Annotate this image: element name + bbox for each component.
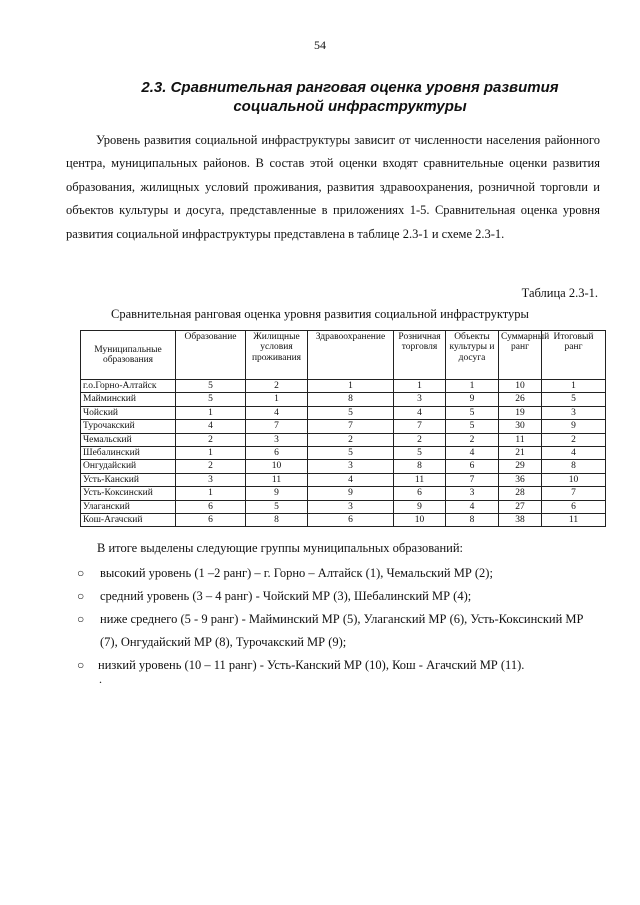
cell-value: 5	[394, 447, 446, 460]
group-item-high	[0, 562, 640, 585]
cell-municipality: Турочакский	[81, 420, 176, 433]
cell-value: 8	[394, 460, 446, 473]
intro-paragraph: Уровень развития социальной инфраструктуры зависит от численности населения районного центра, муниципальных районов. В состав этой оценки входят сравнительные оценки развития образования, жилищных условий проживания, развития здравоохранения, розничной торговли и объектов культуры и досуга, представленные в приложениях 1-5. Сравнительная оценка уровня развития социальной инфраструктуры представлена в таблице 2.3-1 и схеме 2.3-1.	[66, 133, 600, 241]
cell-municipality: Кош-Агачский	[81, 514, 176, 527]
header-housing: Жилищные условия проживания	[246, 331, 308, 380]
cell-value: 11	[246, 473, 308, 486]
cell-value: 19	[499, 406, 542, 419]
cell-municipality: Онгудайский	[81, 460, 176, 473]
table-row	[81, 500, 606, 513]
cell-value: 4	[542, 447, 606, 460]
cell-municipality: Чойский	[81, 406, 176, 419]
cell-value: 2	[308, 433, 394, 446]
cell-value: 29	[499, 460, 542, 473]
cell-value: 7	[246, 420, 308, 433]
bullet-icon: ○	[77, 566, 85, 580]
cell-value: 7	[446, 473, 499, 486]
table-label: Таблица 2.3-1.	[521, 286, 598, 300]
section-title-line-1: 2.3. Сравнительная ранговая оценка уровня развития	[141, 79, 559, 96]
cell-value: 3	[246, 433, 308, 446]
table-row	[81, 514, 606, 527]
trailing-dot: .	[99, 672, 102, 686]
cell-value: 10	[246, 460, 308, 473]
cell-value: 6	[246, 447, 308, 460]
cell-value: 1	[176, 406, 246, 419]
cell-value: 4	[446, 447, 499, 460]
cell-value: 9	[542, 420, 606, 433]
header-education: Образование	[176, 331, 246, 380]
header-retail: Розничная торговля	[394, 331, 446, 380]
cell-value: 6	[394, 487, 446, 500]
groups-intro: В итоге выделены следующие группы муниципальных образований:	[97, 541, 464, 555]
section-title-line-2: социальной инфраструктуры	[233, 98, 467, 115]
ranking-table	[80, 330, 606, 527]
cell-value: 8	[308, 393, 394, 406]
cell-value: 4	[246, 406, 308, 419]
cell-value: 10	[394, 514, 446, 527]
cell-value: 2	[176, 460, 246, 473]
cell-value: 3	[542, 406, 606, 419]
cell-value: 3	[308, 500, 394, 513]
group-text: средний уровень (3 – 4 ранг) - Чойский МР (3), Шебалинский МР (4);	[100, 589, 472, 603]
cell-value: 1	[176, 447, 246, 460]
groups-list	[0, 562, 640, 677]
cell-value: 9	[394, 500, 446, 513]
header-culture: Объекты культуры и досуга	[446, 331, 499, 380]
table-row	[81, 460, 606, 473]
cell-municipality: Майминский	[81, 393, 176, 406]
cell-value: 1	[246, 393, 308, 406]
cell-value: 5	[176, 393, 246, 406]
cell-value: 4	[394, 406, 446, 419]
header-municipality: Муниципальные образования	[81, 331, 176, 380]
cell-value: 27	[499, 500, 542, 513]
cell-value: 6	[446, 460, 499, 473]
table-header-row	[81, 331, 606, 380]
header-healthcare: Здравоохранение	[308, 331, 394, 380]
bullet-icon: ○	[77, 612, 85, 626]
cell-value: 38	[499, 514, 542, 527]
cell-value: 9	[446, 393, 499, 406]
bullet-icon: ○	[77, 658, 85, 672]
table-row	[81, 380, 606, 393]
cell-value: 5	[446, 406, 499, 419]
table-row	[81, 393, 606, 406]
cell-value: 5	[176, 380, 246, 393]
cell-value: 2	[246, 380, 308, 393]
cell-value: 21	[499, 447, 542, 460]
bullet-icon: ○	[77, 589, 85, 603]
table-row	[81, 420, 606, 433]
section-title	[120, 78, 580, 116]
cell-value: 8	[542, 460, 606, 473]
cell-value: 9	[246, 487, 308, 500]
table-caption: Сравнительная ранговая оценка уровня развития социальной инфраструктуры	[111, 307, 529, 321]
cell-municipality: Усть-Канский	[81, 473, 176, 486]
group-item-below-medium	[0, 608, 640, 654]
cell-value: 1	[394, 380, 446, 393]
cell-municipality: г.о.Горно-Алтайск	[81, 380, 176, 393]
cell-value: 8	[446, 514, 499, 527]
cell-value: 26	[499, 393, 542, 406]
cell-value: 2	[176, 433, 246, 446]
cell-municipality: Усть-Коксинский	[81, 487, 176, 500]
header-final-rank: Итоговый ранг	[542, 331, 606, 380]
cell-value: 36	[499, 473, 542, 486]
cell-value: 6	[176, 500, 246, 513]
cell-value: 10	[542, 473, 606, 486]
table-row	[81, 487, 606, 500]
cell-value: 2	[394, 433, 446, 446]
cell-value: 5	[308, 447, 394, 460]
cell-municipality: Шебалинский	[81, 447, 176, 460]
page-number: 54	[314, 38, 326, 52]
cell-value: 4	[446, 500, 499, 513]
table-row	[81, 473, 606, 486]
cell-value: 8	[246, 514, 308, 527]
cell-value: 4	[308, 473, 394, 486]
table-row	[81, 433, 606, 446]
cell-value: 28	[499, 487, 542, 500]
cell-value: 9	[308, 487, 394, 500]
cell-value: 4	[176, 420, 246, 433]
cell-value: 1	[176, 487, 246, 500]
cell-municipality: Улаганский	[81, 500, 176, 513]
cell-value: 7	[394, 420, 446, 433]
group-text: высокий уровень (1 –2 ранг) – г. Горно – Алтайск (1), Чемальский МР (2);	[100, 566, 493, 580]
cell-value: 10	[499, 380, 542, 393]
group-text: низкий уровень (10 – 11 ранг) - Усть-Канский МР (10), Кош - Агачский МР (11).	[98, 658, 525, 672]
cell-value: 5	[246, 500, 308, 513]
cell-value: 7	[542, 487, 606, 500]
cell-value: 7	[308, 420, 394, 433]
cell-value: 30	[499, 420, 542, 433]
cell-value: 11	[394, 473, 446, 486]
cell-value: 2	[542, 433, 606, 446]
cell-value: 6	[176, 514, 246, 527]
cell-value: 1	[308, 380, 394, 393]
cell-value: 6	[308, 514, 394, 527]
cell-value: 3	[308, 460, 394, 473]
cell-value: 3	[394, 393, 446, 406]
cell-municipality: Чемальский	[81, 433, 176, 446]
cell-value: 11	[542, 514, 606, 527]
group-text: ниже среднего (5 - 9 ранг) - Майминский МР (5), Улаганский МР (6), Усть-Коксинский МР (7), Онгудайский МР (8), Турочакский МР (9);	[100, 612, 584, 649]
group-item-low	[0, 654, 640, 677]
cell-value: 1	[446, 380, 499, 393]
table-row	[81, 447, 606, 460]
cell-value: 5	[308, 406, 394, 419]
header-total-rank: Суммарный ранг	[499, 331, 542, 380]
cell-value: 5	[542, 393, 606, 406]
cell-value: 11	[499, 433, 542, 446]
cell-value: 5	[446, 420, 499, 433]
cell-value: 1	[542, 380, 606, 393]
cell-value: 6	[542, 500, 606, 513]
cell-value: 2	[446, 433, 499, 446]
group-item-medium	[0, 585, 640, 608]
cell-value: 3	[446, 487, 499, 500]
table-row	[81, 406, 606, 419]
cell-value: 3	[176, 473, 246, 486]
